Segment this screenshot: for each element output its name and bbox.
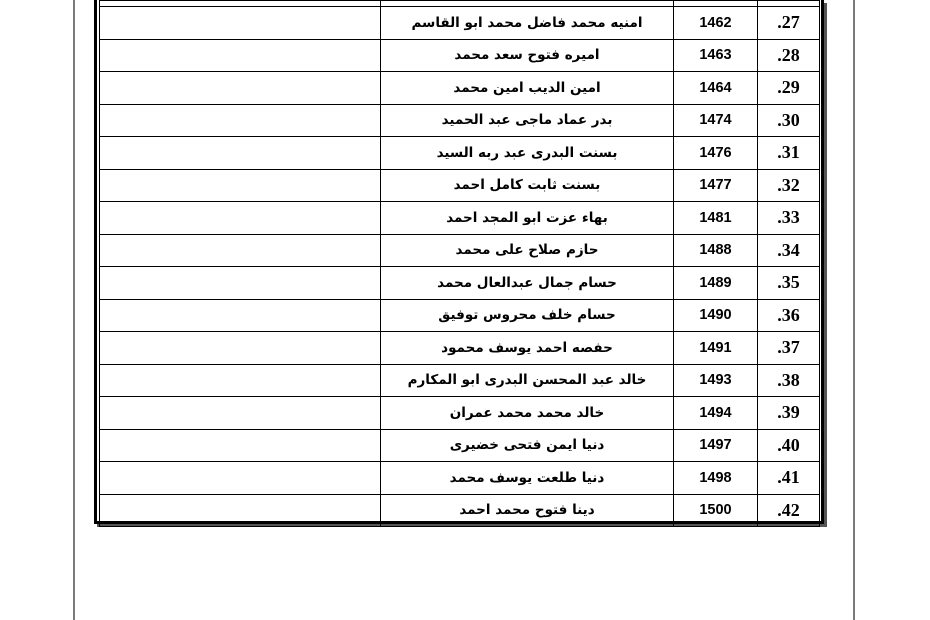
row-number: .39 xyxy=(758,397,820,430)
seat-code: 1494 xyxy=(674,397,758,430)
table-row xyxy=(100,332,820,365)
seat-code: 1464 xyxy=(674,72,758,105)
row-number: .42 xyxy=(758,494,820,527)
student-name: خالد عبد المحسن البدرى ابو المكارم xyxy=(381,364,674,397)
row-number: .32 xyxy=(758,169,820,202)
roster-body xyxy=(100,1,820,527)
notes-cell xyxy=(100,234,381,267)
student-name: امنيه محمد فاضل محمد ابو القاسم xyxy=(381,7,674,40)
seat-code: 1491 xyxy=(674,332,758,365)
notes-cell xyxy=(100,137,381,170)
table-row xyxy=(100,137,820,170)
seat-code: 1500 xyxy=(674,494,758,527)
row-number: .35 xyxy=(758,267,820,300)
table-row xyxy=(100,234,820,267)
notes-cell xyxy=(100,429,381,462)
page-border-right xyxy=(853,0,855,620)
student-name: بسنت البدرى عبد ربه السيد xyxy=(381,137,674,170)
row-number: .36 xyxy=(758,299,820,332)
student-name: امين الديب امين محمد xyxy=(381,72,674,105)
table-row xyxy=(100,202,820,235)
table-row xyxy=(100,267,820,300)
notes-cell xyxy=(100,39,381,72)
student-name: حسام جمال عبدالعال محمد xyxy=(381,267,674,300)
row-number: .34 xyxy=(758,234,820,267)
notes-cell xyxy=(100,332,381,365)
table-row xyxy=(100,494,820,527)
seat-code: 1474 xyxy=(674,104,758,137)
notes-cell xyxy=(100,104,381,137)
row-number: .31 xyxy=(758,137,820,170)
notes-cell xyxy=(100,494,381,527)
student-name: اميره فتوح سعد محمد xyxy=(381,39,674,72)
seat-code: 1498 xyxy=(674,462,758,495)
notes-cell xyxy=(100,397,381,430)
student-name: خالد محمد محمد عمران xyxy=(381,397,674,430)
seat-code: 1489 xyxy=(674,267,758,300)
seat-code: 1493 xyxy=(674,364,758,397)
student-name: دينا فتوح محمد احمد xyxy=(381,494,674,527)
table-row xyxy=(100,299,820,332)
notes-cell xyxy=(100,364,381,397)
table-row xyxy=(100,429,820,462)
seat-code: 1490 xyxy=(674,299,758,332)
row-number: .28 xyxy=(758,39,820,72)
seat-code: 1463 xyxy=(674,39,758,72)
student-roster-table xyxy=(99,0,820,527)
seat-code: 1477 xyxy=(674,169,758,202)
notes-cell xyxy=(100,169,381,202)
notes-cell xyxy=(100,267,381,300)
student-name: دنيا ايمن فتحى خضيرى xyxy=(381,429,674,462)
row-number: .41 xyxy=(758,462,820,495)
row-number: .37 xyxy=(758,332,820,365)
student-name: بسنت ثابت كامل احمد xyxy=(381,169,674,202)
student-name: بهاء عزت ابو المجد احمد xyxy=(381,202,674,235)
seat-code: 1481 xyxy=(674,202,758,235)
row-number: .29 xyxy=(758,72,820,105)
table-row xyxy=(100,364,820,397)
row-number: .33 xyxy=(758,202,820,235)
student-name: بدر عماد ماجى عبد الحميد xyxy=(381,104,674,137)
notes-cell xyxy=(100,462,381,495)
student-name: حفصه احمد يوسف محمود xyxy=(381,332,674,365)
student-name: حازم صلاح على محمد xyxy=(381,234,674,267)
row-number: .40 xyxy=(758,429,820,462)
student-name: حسام خلف محروس توفيق xyxy=(381,299,674,332)
notes-cell xyxy=(100,7,381,40)
table-row xyxy=(100,462,820,495)
seat-code: 1462 xyxy=(674,7,758,40)
row-number: .27 xyxy=(758,7,820,40)
notes-cell xyxy=(100,72,381,105)
table-row xyxy=(100,104,820,137)
page-border-left xyxy=(73,0,75,620)
row-number: .30 xyxy=(758,104,820,137)
seat-code: 1476 xyxy=(674,137,758,170)
student-name: دنيا طلعت يوسف محمد xyxy=(381,462,674,495)
notes-cell xyxy=(100,299,381,332)
table-row xyxy=(100,39,820,72)
table-row xyxy=(100,169,820,202)
table-row xyxy=(100,7,820,40)
seat-code: 1488 xyxy=(674,234,758,267)
row-number: .38 xyxy=(758,364,820,397)
seat-code: 1497 xyxy=(674,429,758,462)
table-row xyxy=(100,397,820,430)
notes-cell xyxy=(100,202,381,235)
table-row xyxy=(100,72,820,105)
